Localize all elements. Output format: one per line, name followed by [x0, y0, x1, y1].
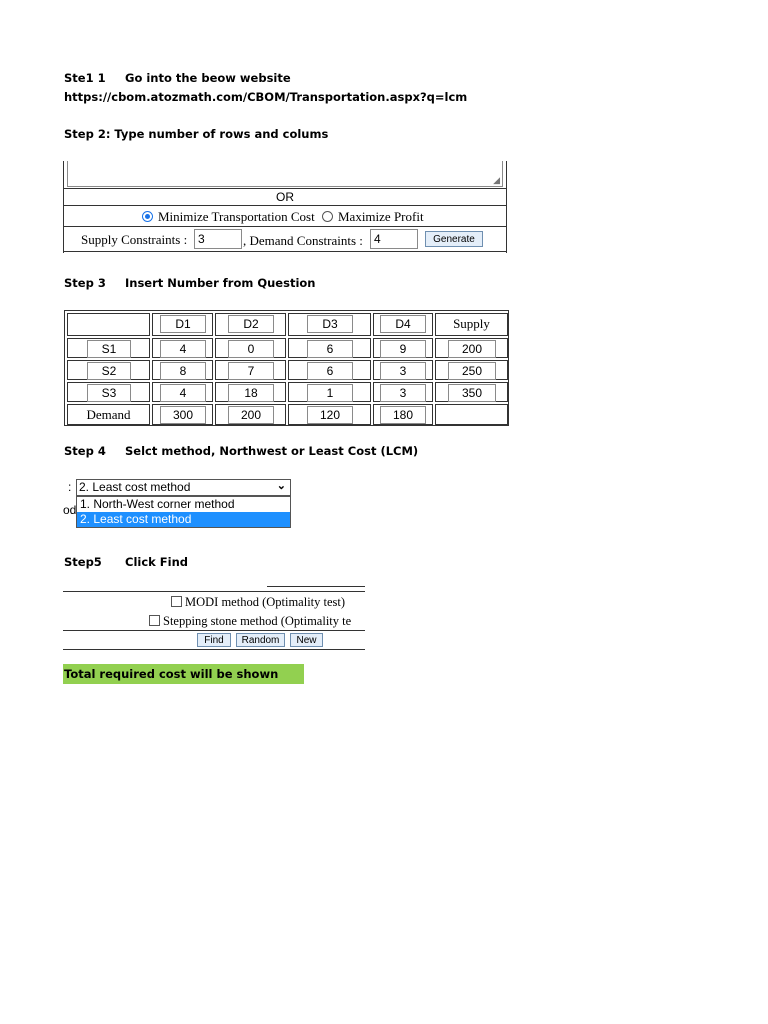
demand-input-4[interactable]: 180: [380, 406, 426, 424]
step5-text: Click Find: [125, 555, 189, 569]
cost-input[interactable]: 4: [160, 384, 206, 402]
source-name-2[interactable]: S2: [87, 362, 131, 380]
demand-label: Demand: [86, 407, 131, 422]
source-name-1[interactable]: S1: [87, 340, 131, 358]
supply-header: Supply: [453, 316, 490, 331]
step1-label: Ste1 1: [64, 71, 106, 85]
cost-input[interactable]: 4: [160, 340, 206, 358]
chevron-down-icon: ⌄: [276, 480, 286, 492]
step3-label: Step 3: [64, 276, 106, 290]
step1-text: Go into the beow website: [125, 71, 291, 85]
supply-constraints-label: Supply Constraints :: [81, 232, 188, 247]
source-name-3[interactable]: S3: [87, 384, 131, 402]
cost-input[interactable]: 0: [228, 340, 274, 358]
step1-url: https://cbom.atozmath.com/CBOM/Transportation.aspx?q=lcm: [64, 90, 468, 104]
method-select-value: 2. Least cost method: [79, 480, 191, 494]
cost-input[interactable]: 7: [228, 362, 274, 380]
divider-top-short: [267, 586, 365, 587]
step5-label: Step5: [64, 555, 102, 569]
modi-checkbox[interactable]: [171, 596, 182, 607]
modi-option: [171, 595, 345, 610]
stepping-stone-option: [149, 614, 351, 629]
destination-header-4[interactable]: D4: [380, 315, 426, 333]
supply-input-3[interactable]: 350: [448, 384, 496, 402]
table-cell: [435, 404, 508, 425]
constraints-panel: [63, 161, 507, 253]
divider-bottom: [63, 649, 365, 650]
step4-text: Selct method, Northwest or Least Cost (LCM): [125, 444, 419, 458]
step4-label: Step 4: [64, 444, 106, 458]
supply-constraints-input[interactable]: 3: [194, 229, 242, 249]
demand-input-2[interactable]: 200: [228, 406, 274, 424]
demand-input-3[interactable]: 120: [307, 406, 353, 424]
new-button[interactable]: New: [290, 633, 323, 647]
cost-input[interactable]: 18: [228, 384, 274, 402]
dropdown-prefix: :: [68, 480, 72, 494]
cost-input[interactable]: 6: [307, 362, 353, 380]
options-panel: [63, 584, 365, 652]
divider-middle: [63, 630, 365, 631]
stepping-stone-checkbox[interactable]: [149, 615, 160, 626]
find-button[interactable]: Find: [197, 633, 231, 647]
cost-input[interactable]: 6: [307, 340, 353, 358]
resize-handle-icon[interactable]: ◢: [493, 175, 500, 185]
constraints-row: [63, 227, 507, 252]
cost-input[interactable]: 9: [380, 340, 426, 358]
minimize-label: Minimize Transportation Cost: [158, 209, 315, 224]
or-separator: OR: [63, 188, 507, 206]
step3-text: Insert Number from Question: [125, 276, 316, 290]
result-text: Total required cost will be shown: [64, 667, 279, 681]
generate-button[interactable]: Generate: [425, 231, 483, 247]
random-button[interactable]: Random: [236, 633, 285, 647]
cropped-label-fragment: od: [63, 503, 77, 517]
problem-textarea[interactable]: [67, 161, 503, 187]
supply-input-1[interactable]: 200: [448, 340, 496, 358]
option-north-west[interactable]: 1. North-West corner method: [80, 497, 235, 511]
result-highlight: [63, 664, 304, 684]
stepping-stone-label: Stepping stone method (Optimality te: [163, 614, 352, 628]
cost-input[interactable]: 8: [160, 362, 206, 380]
table-cell: [67, 313, 150, 336]
demand-constraints-input[interactable]: 4: [370, 229, 418, 249]
destination-header-3[interactable]: D3: [307, 315, 353, 333]
cost-input[interactable]: 3: [380, 362, 426, 380]
minimize-radio[interactable]: [142, 211, 153, 222]
step2-label: Step 2: Type number of rows and colums: [64, 127, 329, 141]
cost-matrix-table: [64, 310, 509, 426]
cost-input[interactable]: 3: [380, 384, 426, 402]
demand-constraints-label: , Demand Constraints :: [243, 233, 363, 248]
modi-label: MODI method (Optimality test): [185, 595, 346, 609]
maximize-radio[interactable]: [322, 211, 333, 222]
method-select[interactable]: [76, 479, 291, 496]
destination-header-2[interactable]: D2: [228, 315, 274, 333]
divider-top: [63, 591, 365, 592]
maximize-label: Maximize Profit: [337, 209, 424, 224]
supply-input-2[interactable]: 250: [448, 362, 496, 380]
cost-input[interactable]: 1: [307, 384, 353, 402]
demand-input-1[interactable]: 300: [160, 406, 206, 424]
method-options-list: [76, 496, 291, 528]
destination-header-1[interactable]: D1: [160, 315, 206, 333]
option-least-cost[interactable]: 2. Least cost method: [77, 512, 290, 527]
method-dropdown-area: [63, 478, 292, 528]
objective-radio-row: [63, 206, 507, 227]
